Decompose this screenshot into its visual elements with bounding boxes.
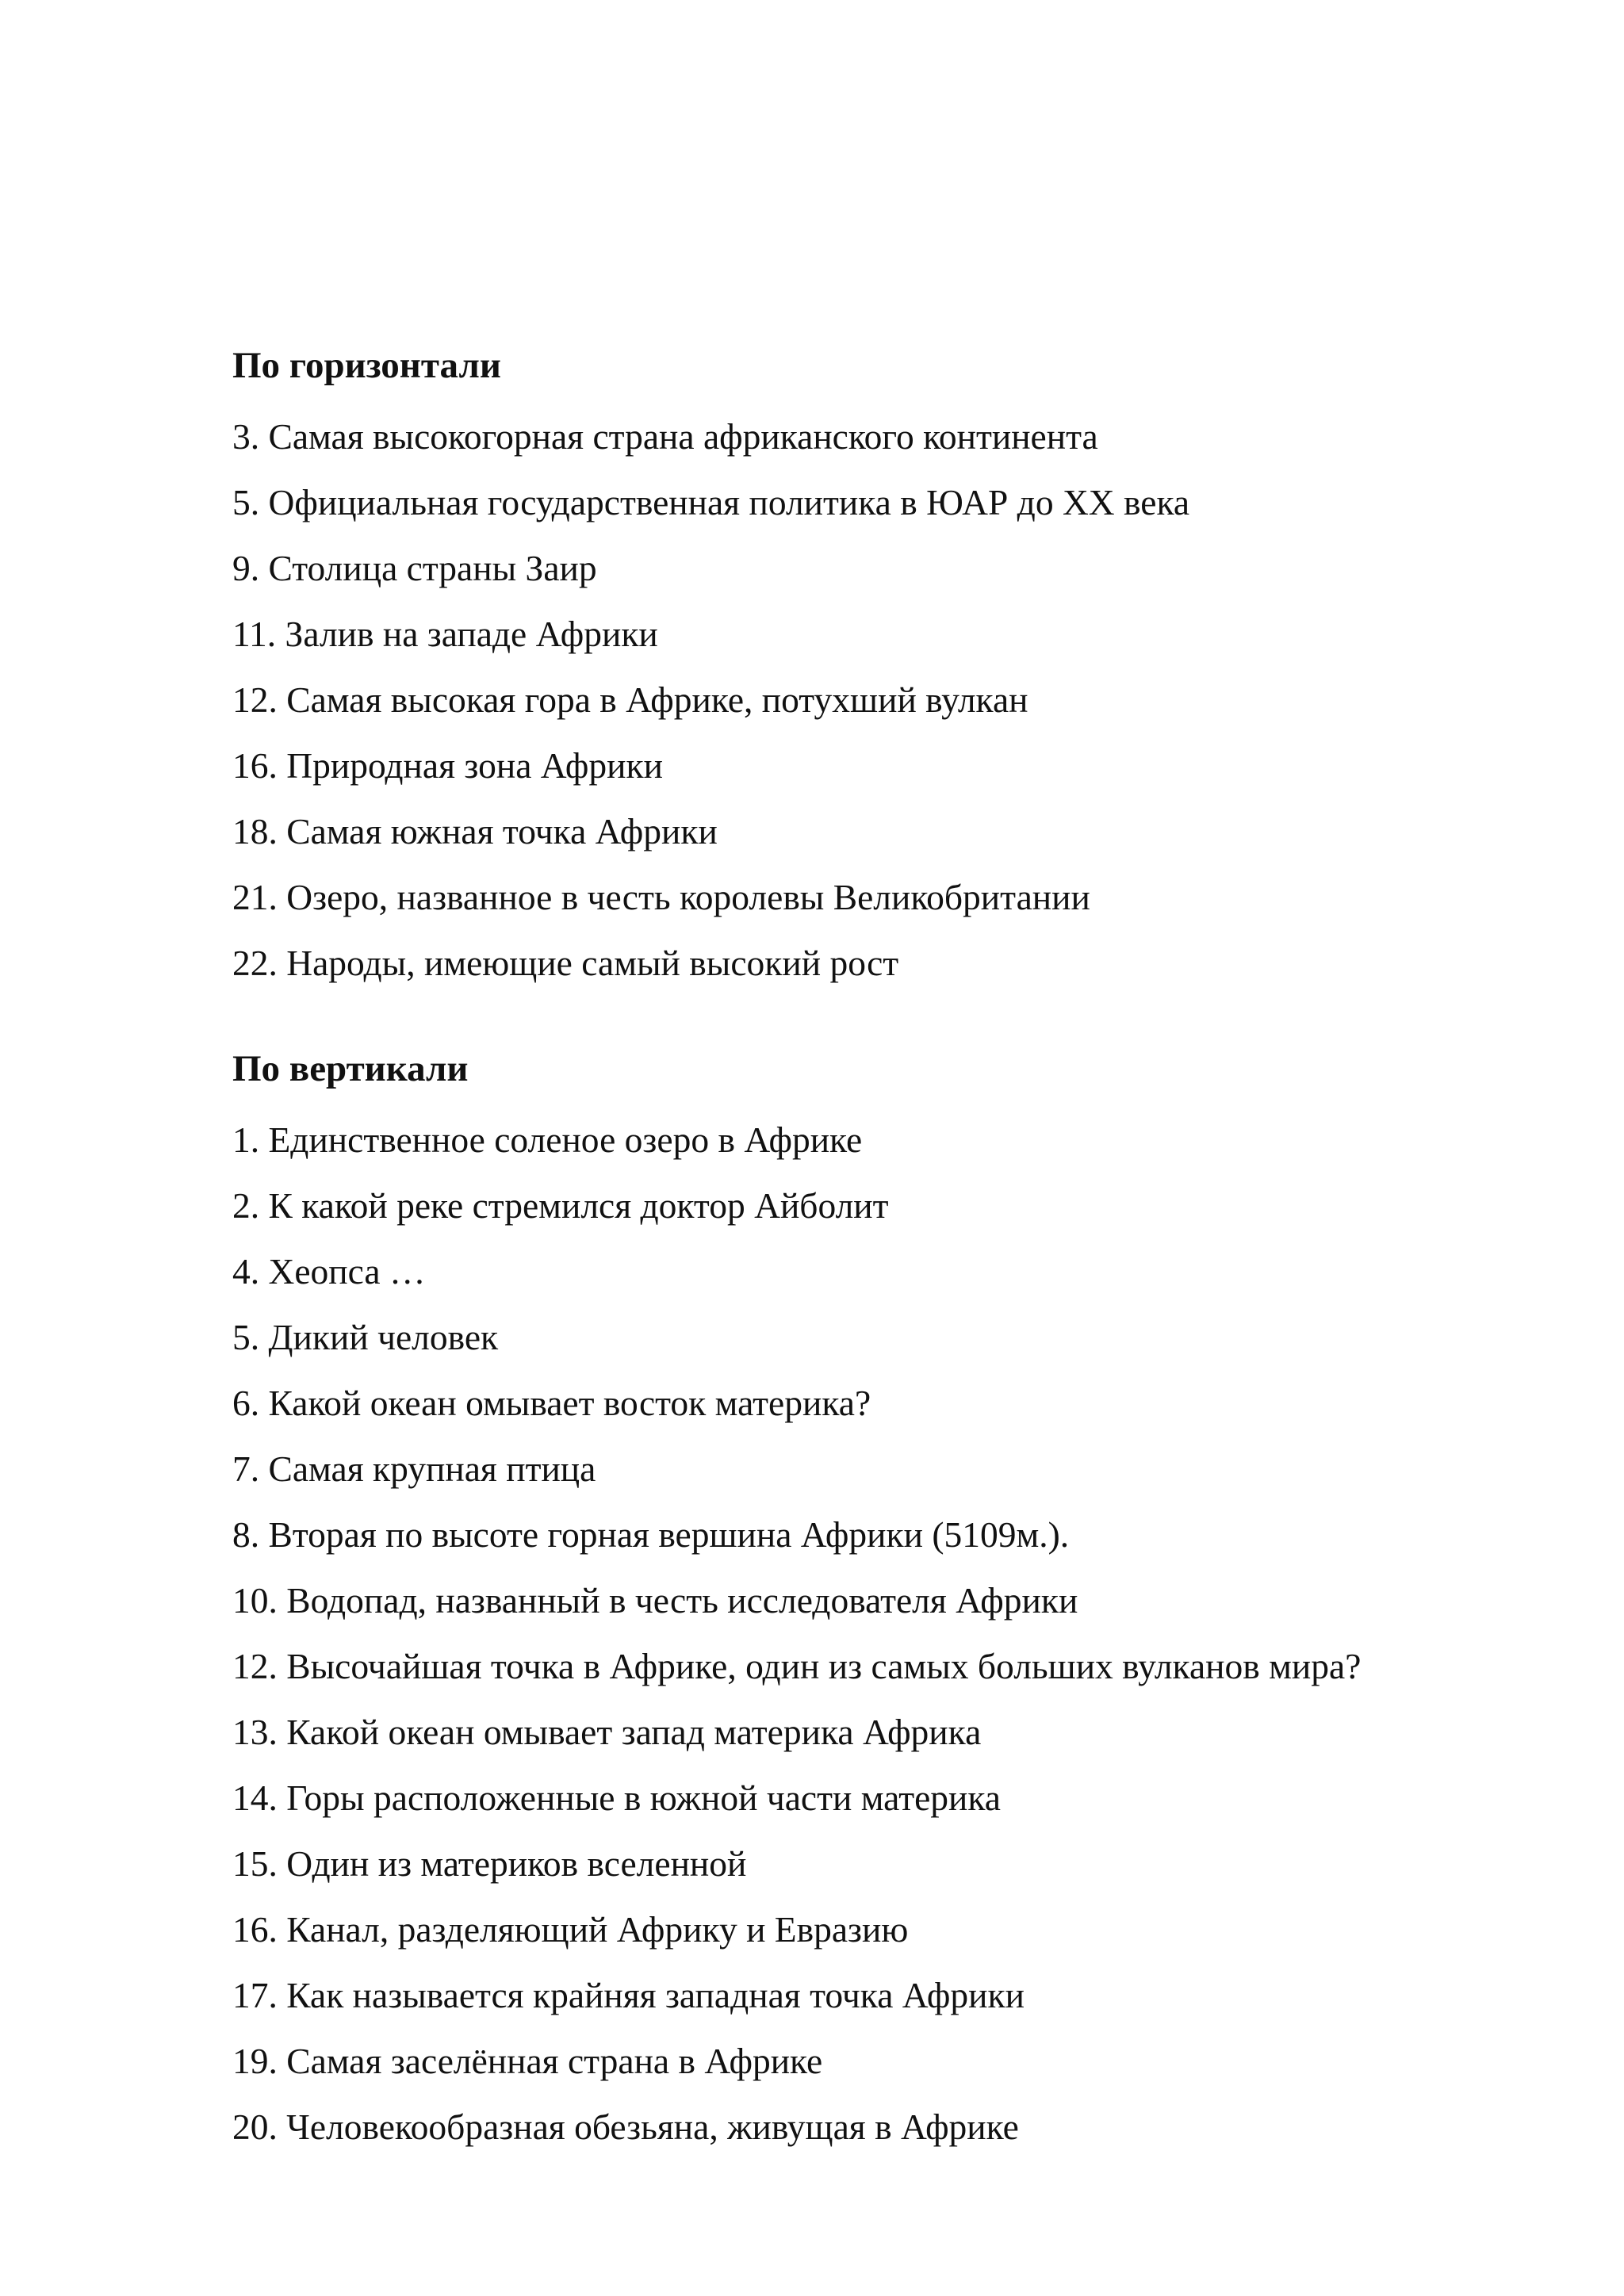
down-clue: 16. Канал, разделяющий Африку и Евразию (232, 1909, 909, 1950)
across-clue: 9. Столица страны Заир (232, 548, 597, 588)
across-clue: 3. Самая высокогорная страна африканского континента (232, 416, 1098, 457)
down-clue: 7. Самая крупная птица (232, 1448, 596, 1489)
down-clue: 14. Горы расположенные в южной части материка (232, 1777, 1001, 1818)
across-clue: 22. Народы, имеющие самый высокий рост (232, 943, 899, 983)
across-clue: 18. Самая южная точка Африки (232, 811, 718, 851)
across-clue: 16. Природная зона Африки (232, 745, 663, 786)
down-clue: 4. Хеопса … (232, 1251, 426, 1292)
down-clue: 8. Вторая по высоте горная вершина Африки (5109м.). (232, 1514, 1070, 1555)
down-clue: 20. Человекообразная обезьяна, живущая в Африке (232, 2107, 1019, 2147)
down-clue: 15. Один из материков вселенной (232, 1843, 747, 1884)
down-clue: 10. Водопад, названный в честь исследователя Африки (232, 1580, 1078, 1621)
down-clue: 19. Самая заселённая страна в Африке (232, 2041, 823, 2081)
down-clue: 13. Какой океан омывает запад материка Африка (232, 1712, 982, 1752)
down-clue: 2. К какой реке стремился доктор Айболит (232, 1185, 889, 1226)
across-heading: По горизонтали (232, 345, 501, 386)
down-heading: По вертикали (232, 1048, 469, 1089)
down-clue: 1. Единственное соленое озеро в Африке (232, 1119, 863, 1160)
down-clue: 17. Как называется крайняя западная точка Африки (232, 1975, 1025, 2015)
down-clue: 5. Дикий человек (232, 1317, 499, 1357)
across-clue-list (232, 404, 1580, 996)
down-clue-list (232, 1107, 1580, 2160)
across-clue: 21. Озеро, названное в честь королевы Великобритании (232, 877, 1090, 917)
across-clue: 12. Самая высокая гора в Африке, потухший вулкан (232, 679, 1028, 720)
down-clue: 12. Высочайшая точка в Африке, один из самых больших вулканов мира? (232, 1646, 1362, 1686)
across-clue: 5. Официальная государственная политика в ЮАР до XX века (232, 482, 1190, 522)
down-clue: 6. Какой океан омывает восток материка? (232, 1383, 871, 1423)
across-section (232, 337, 1580, 996)
across-clue: 11. Залив на западе Африки (232, 614, 658, 654)
down-section (232, 1040, 1580, 2160)
